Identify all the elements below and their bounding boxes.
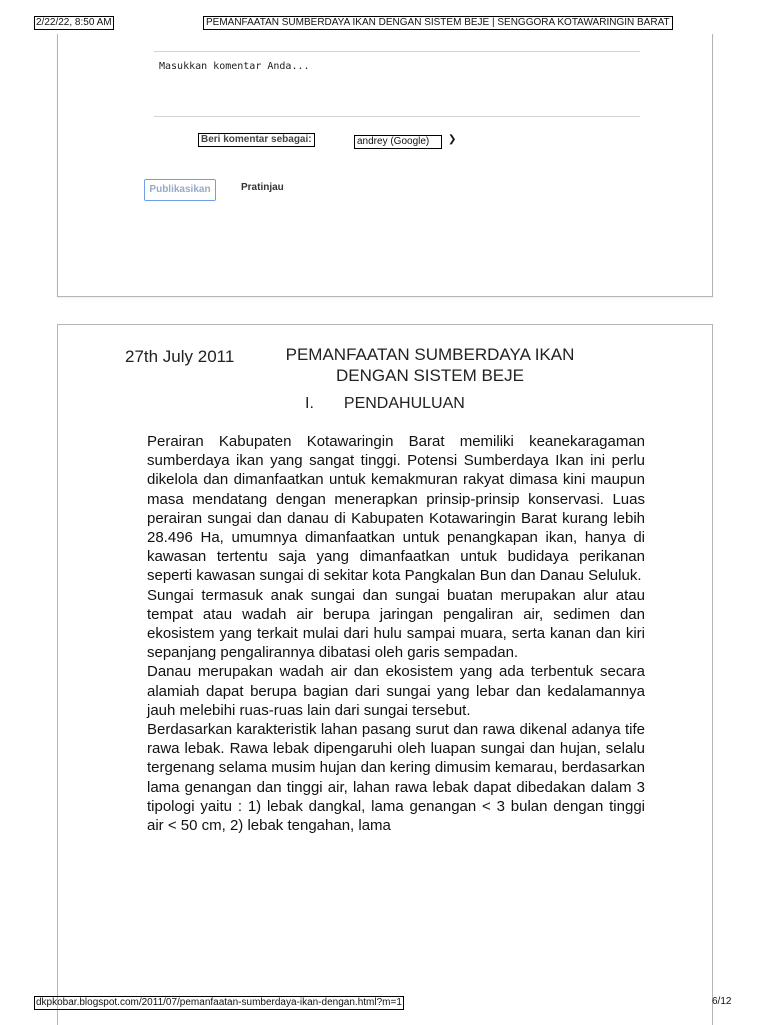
paragraph-sungai: Sungai termasuk anak sungai dan sungai buatan merupakan alur atau tempat atau wadah air berupa jaringan pengaliran air, sedimen dan ekosistem yang terkait mulai dari hulu sampai muara, serta kanan dan kiri sepanjang pengalirannya dibatasi oleh garis sempadan. <box>147 586 645 662</box>
paragraph-perairan: Perairan Kabupaten Kotawaringin Barat memiliki keanekaragaman sumberdaya ikan yang sangat tinggi. Potensi Sumberdaya Ikan ini perlu dikelola dan dimanfaatkan untuk kemakmuran rakyat dimasa kini maupun masa mendatang dengan menerapkan prinsip-prinsip konservasi. Luas perairan sungai dan danau di Kabupaten Kotawaringin Barat kurang lebih 28.496 Ha, umumnya dimanfaatkan untuk penangkapan ikan, hanya di kawasan tertentu saja yang dimanfaatkan untuk budidaya perikanan seperti kawasan sungai di sekitar kota Pangkalan Bun dan Danau Seluluk. <box>147 433 645 585</box>
identity-select[interactable]: andrey (Google) <box>354 135 442 149</box>
publish-button[interactable]: Publikasikan <box>144 179 216 201</box>
post-title[interactable]: PEMANFAATAN SUMBERDAYA IKAN DENGAN SISTEM BEJE <box>285 345 575 385</box>
section-heading <box>305 395 465 413</box>
comment-placeholder: Masukkan komentar Anda... <box>159 61 310 72</box>
paragraph-rawa-lebak: Berdasarkan karakteristik lahan pasang surut dan rawa dikenal adanya tife rawa lebak. Rawa lebak dipengaruhi oleh luapan sungai dan hujan, selalu tergenang selama musim hujan dan kering dimusim kemarau, berdasarkan lama genangan dan tinggi air, lahan rawa lebak dapat dibedakan dalam 3 tipologi yaitu : 1) lebak dangkal, lama genangan < 3 bulan dengan tinggi air < 50 cm, 2) lebak tengahan, lama <box>147 721 645 835</box>
print-url: dkpkobar.blogspot.com/2011/07/pemanfaatan-sumberdaya-ikan-dengan.html?m=1 <box>36 997 402 1008</box>
print-datetime: 2/22/22, 8:50 AM <box>36 17 112 28</box>
comment-as-label: Beri komentar sebagai: <box>198 133 315 147</box>
section-title: PENDAHULUAN <box>343 395 465 412</box>
comment-panel <box>57 34 713 297</box>
post-date: 27th July 2011 <box>125 347 235 366</box>
page-number: 6/12 <box>712 996 732 1007</box>
post-body <box>147 432 645 835</box>
chevron-down-icon[interactable]: ❯ <box>448 134 457 145</box>
print-page-title: PEMANFAATAN SUMBERDAYA IKAN DENGAN SISTEM BEJE | SENGGORA KOTAWARINGIN BARAT <box>203 16 673 30</box>
comment-input[interactable] <box>154 51 640 117</box>
section-number: I. <box>305 395 314 412</box>
paragraph-danau: Danau merupakan wadah air dan ekosistem yang ada terbentuk secara alamiah dapat berupa bagian dari sungai yang lebar dan kedalamannya jauh melebihi ruas-ruas lain dari sungai tersebut. <box>147 663 645 719</box>
preview-button[interactable]: Pratinjau <box>241 182 284 193</box>
